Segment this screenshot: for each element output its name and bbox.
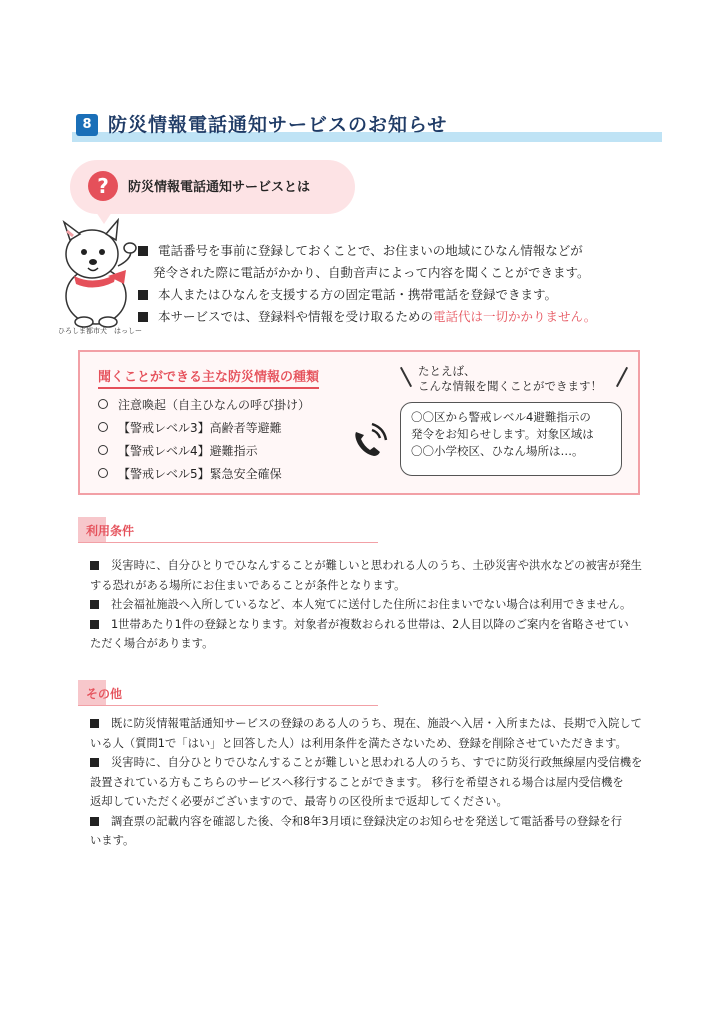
circle-bullet-icon — [98, 468, 108, 478]
example-label — [418, 364, 602, 394]
heading-underline — [78, 542, 378, 543]
other-paragraphs — [90, 714, 665, 851]
other-heading — [78, 680, 378, 706]
other-item-1 — [90, 714, 665, 734]
bullet-square-icon — [138, 290, 148, 300]
circle-bullet-icon — [98, 445, 108, 455]
info-box-title: 聞くことができる主な防災情報の種類 — [98, 366, 319, 389]
section-header — [72, 110, 662, 142]
example-line3: 〇〇小学校区、ひなん場所は…。 — [411, 444, 584, 458]
example-label-line2: こんな情報を聞くことができます！ — [418, 379, 602, 393]
info-list — [98, 394, 310, 486]
intro-bullet-2-text: 本人またはひなんを支援する方の固定電話・携帯電話を登録できます。 — [158, 287, 558, 302]
mascot-caption: ひろしま都市犬 はっしー — [58, 327, 142, 335]
info-list-item-text: 【警戒レベル5】緊急安全確保 — [118, 467, 282, 481]
conditions-item-2-text: 社会福祉施設へ入所しているなど、本人宛てに送付した住所にお住まいでない場合は利用できません。 — [111, 598, 632, 611]
bullet-square-icon — [138, 312, 148, 322]
intro-bullet-1 — [138, 240, 678, 262]
conditions-item-2 — [90, 595, 665, 615]
conditions-item-3-line1: 1世帯あたり1件の登録となります。対象者が複数おられる世帯は、2人目以降のご案内を省略させてい — [111, 617, 629, 631]
bullet-square-icon — [90, 600, 99, 609]
section-title: 防災情報電話通知サービスのお知らせ — [108, 114, 448, 136]
other-item-1-line2: いる人（質問1で「はい」と回答した人）は利用条件を満たさないため、登録を削除させていただきます。 — [90, 736, 627, 750]
bullet-square-icon — [90, 758, 99, 767]
bullet-square-icon — [90, 719, 99, 728]
conditions-paragraphs — [90, 556, 665, 654]
conditions-item-3-line2: ただく場合があります。 — [90, 637, 214, 650]
info-list-item-text: 【警戒レベル3】高齢者等避難 — [118, 421, 282, 435]
conditions-heading — [78, 517, 378, 543]
bullet-square-icon — [90, 817, 99, 826]
conditions-item-3 — [90, 615, 665, 635]
bullet-square-icon — [90, 561, 99, 570]
bullet-square-icon — [138, 246, 148, 256]
intro-bullet-3-highlight: 電話代は一切かかりません。 — [433, 309, 597, 324]
info-list-item — [98, 463, 310, 486]
circle-bullet-icon — [98, 399, 108, 409]
question-text: 防災情報電話通知サービスとは — [128, 180, 311, 195]
example-line1: 〇〇区から警戒レベル4避難指示の — [411, 410, 591, 424]
info-list-item — [98, 417, 310, 440]
question-icon: ? — [88, 171, 118, 201]
example-slash-right — [616, 367, 628, 387]
phone-ringing-icon — [348, 422, 388, 462]
conditions-item-1 — [90, 556, 665, 576]
other-item-1-line1: 既に防災情報電話通知サービスの登録のある人のうち、現在、施設へ入居・入所または、長期で入院して — [111, 717, 642, 730]
example-bubble — [400, 402, 622, 476]
intro-bullet-1-line1: 電話番号を事前に登録しておくことで、お住まいの地域にひなん情報などが — [158, 243, 583, 258]
other-item-2-line1: 災害時に、自分ひとりでひなんすることが難しいと思われる人のうち、すでに防災行政無線屋内受信機を — [111, 756, 643, 769]
info-box — [78, 350, 640, 495]
conditions-item-1-line1: 災害時に、自分ひとりでひなんすることが難しいと思われる人のうち、土砂災害や洪水などの被害が発生 — [111, 559, 642, 572]
other-item-2-line2: 設置されている方もこちらのサービスへ移行することができます。 移行を希望される場合は屋内受信機を — [90, 775, 624, 789]
example-label-line1: たとえば、 — [418, 364, 476, 378]
other-item-3 — [90, 812, 665, 832]
info-list-item — [98, 440, 310, 463]
example-slash-left — [400, 367, 412, 387]
other-item-3-line1: 調査票の記載内容を確認した後、令和8年3月頃に登録決定のお知らせを発送して電話番号の登録を行 — [111, 814, 623, 828]
intro-bullet-1-cont: 発令された際に電話がかかり、自動音声によって内容を聞くことができます。 — [153, 265, 590, 280]
conditions-item-1-line2: する恐れがある場所にお住まいであることが条件となります。 — [90, 578, 406, 592]
section-number-badge: 8 — [76, 114, 98, 136]
bullet-square-icon — [90, 620, 99, 629]
info-list-item — [98, 394, 310, 417]
intro-bullets — [138, 240, 678, 328]
other-item-3-line2: います。 — [90, 834, 135, 847]
intro-bullet-3 — [138, 306, 678, 328]
other-item-2-line3: 返却していただく必要がございますので、最寄りの区役所まで返却してください。 — [90, 795, 508, 808]
circle-bullet-icon — [98, 422, 108, 432]
intro-bullet-3-text: 本サービスでは、登録料や情報を受け取るための — [158, 309, 434, 324]
conditions-heading-label: 利用条件 — [86, 524, 135, 538]
info-list-item-text: 【警戒レベル4】避難指示 — [118, 444, 258, 458]
heading-underline — [78, 705, 378, 706]
other-heading-label: その他 — [86, 687, 123, 701]
intro-bullet-2 — [138, 284, 678, 306]
info-list-item-text: 注意喚起（自主ひなんの呼び掛け） — [118, 398, 311, 412]
dog-mascot-icon — [48, 218, 144, 328]
example-line2: 発令をお知らせします。対象区域は — [411, 427, 594, 441]
other-item-2 — [90, 753, 665, 773]
